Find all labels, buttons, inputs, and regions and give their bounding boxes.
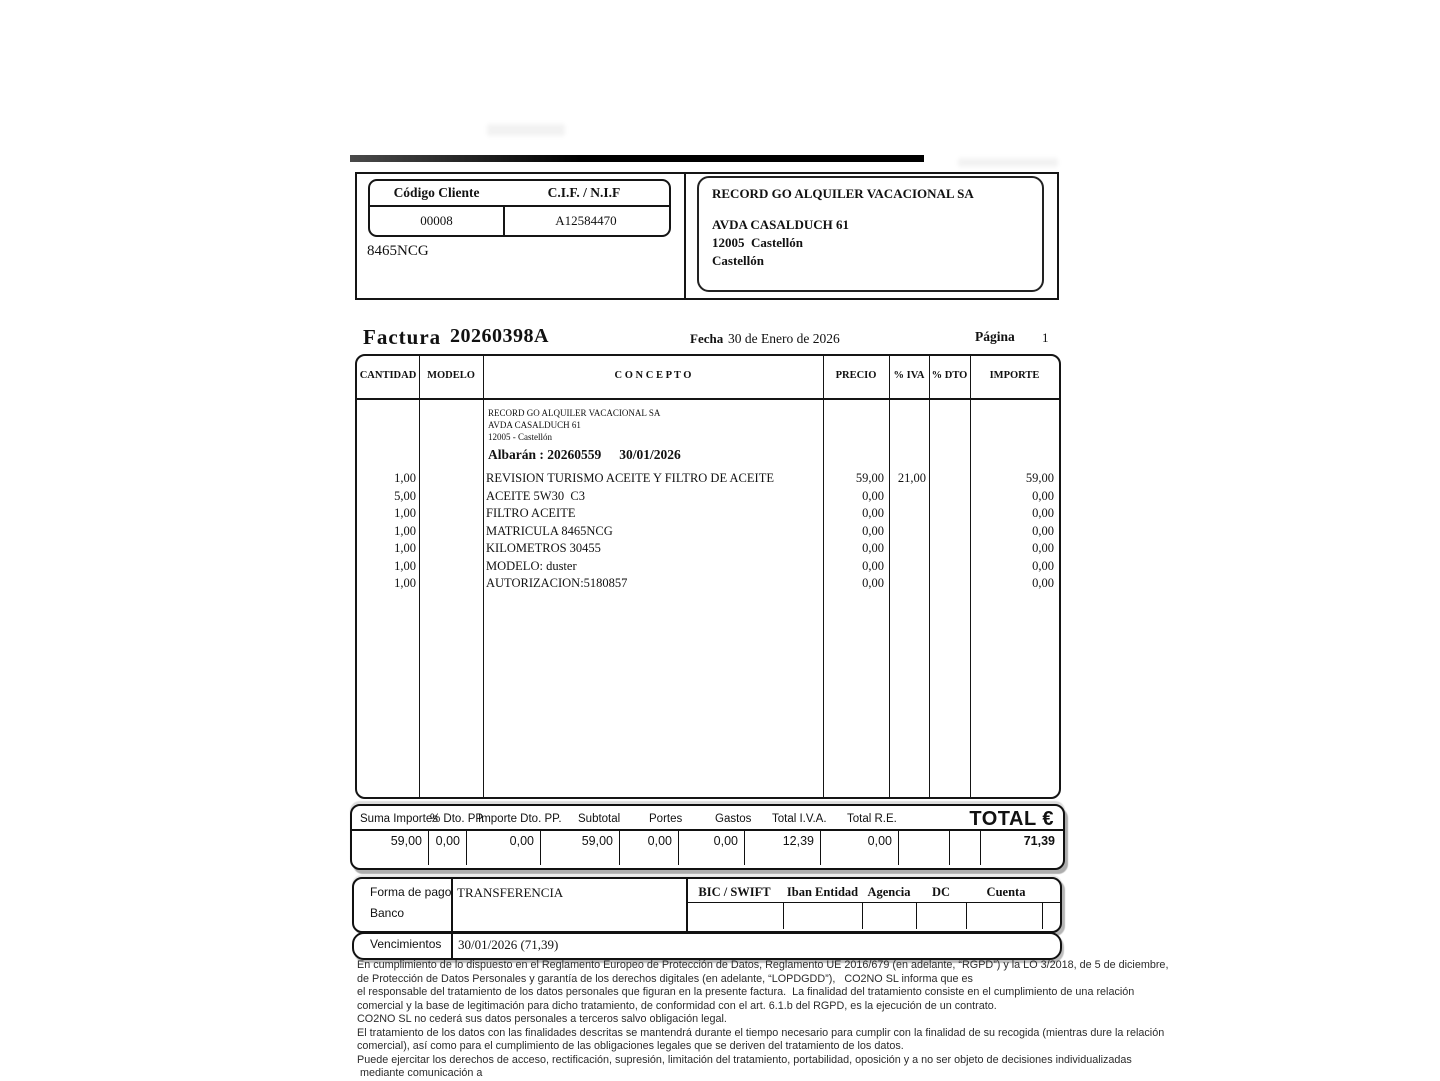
invoice-title: Factura: [363, 325, 442, 349]
legal-text-line: el responsable del tratamiento de los datos personales que figuran en la presente factura. La finalidad del tratamiento consiste en el cumplimiento de una relación: [357, 986, 1135, 998]
albaran-number: 20260559: [547, 447, 602, 462]
item-precio: 0,00: [862, 488, 884, 503]
payment-box: [352, 877, 1062, 933]
totals-box: [350, 804, 1065, 870]
bank-cell-divider: [1042, 902, 1043, 929]
due-dates-box: [352, 932, 1062, 960]
item-importe: 0,00: [1032, 541, 1054, 555]
totals-value-cell: [898, 831, 949, 865]
cif-nif-header: C.I.F. / N.I.F: [547, 185, 621, 200]
totals-value-cell: 12,39: [744, 831, 820, 865]
bank-col-header: DC: [931, 885, 951, 899]
client-code-value: 00008: [370, 207, 505, 235]
totals-value-cell: [949, 831, 980, 865]
item-importe: 59,00: [1025, 471, 1054, 485]
item-concepto: MATRICULA 8465NCG: [486, 523, 613, 538]
item-concepto: MODELO: duster: [486, 558, 577, 573]
invoice-line-item: [357, 575, 1059, 593]
bank-cell-divider: [916, 902, 917, 929]
item-concepto: ACEITE 5W30 C3: [486, 488, 585, 503]
totals-label: Portes: [649, 813, 683, 825]
invoice-line-item: [357, 523, 1059, 541]
item-importe: 0,00: [1032, 523, 1054, 538]
total-label: TOTAL €: [969, 808, 1054, 830]
col-header-cantidad: CANTIDAD: [359, 370, 417, 381]
seller-block-line: 12005 - Castellón: [488, 432, 552, 442]
bank-col-header: Iban Entidad: [786, 885, 859, 899]
recipient-address-box: [697, 176, 1044, 292]
recipient-name: RECORD GO ALQUILER VACACIONAL SA: [712, 186, 974, 201]
item-precio: 0,00: [862, 541, 884, 555]
legal-text-line: Puede ejercitar los derechos de acceso, rectificación, supresión, limitación del tratamiento, portabilidad, oposición y a no ser objeto de decisiones individualizadas: [357, 1053, 1132, 1066]
totals-value-cell: 0,00: [820, 831, 898, 865]
bank-cell-divider: [862, 902, 863, 929]
invoice-line-item: [357, 505, 1059, 523]
albaran-line: [488, 447, 681, 463]
item-importe: 0,00: [1032, 576, 1054, 590]
item-cantidad: 1,00: [394, 576, 416, 590]
totals-label: Gastos: [715, 813, 752, 825]
col-header-modelo: MODELO: [427, 370, 475, 381]
payment-method-value: TRANSFERENCIA: [457, 885, 564, 900]
client-code-header: Código Cliente: [393, 185, 480, 200]
payment-method-label: Forma de pago: [370, 885, 452, 899]
legal-text-line: El tratamiento de los datos con las finalidades descritas se mantendrá durante el tiempo necesario para cumplir con la finalidad de su recogida (mientras dure la relación: [357, 1026, 1165, 1039]
totals-value-cell: 0,00: [428, 831, 466, 865]
bank-cell-divider: [783, 902, 784, 929]
bank-cells-topline: [686, 902, 1060, 903]
item-importe: 0,00: [1032, 488, 1054, 503]
totals-label: % Dto. PP.: [430, 813, 485, 825]
item-precio: 0,00: [862, 576, 884, 590]
item-concepto: AUTORIZACION:5180857: [486, 576, 628, 590]
legal-text-line: CO2NO SL no cederá sus datos personales a terceros salvo obligación legal.: [357, 1013, 727, 1025]
seller-address-block: [488, 407, 660, 443]
items-table-header: [357, 356, 1059, 400]
faint-watermark: [487, 124, 565, 136]
item-cantidad: 1,00: [394, 471, 416, 485]
bank-label: Banco: [370, 906, 405, 920]
legal-text-block: [357, 959, 1169, 1081]
albaran-date: 30/01/2026: [619, 447, 681, 462]
item-cantidad: 1,00: [394, 523, 416, 538]
recipient-postal-city: 12005 Castellón: [712, 235, 803, 250]
totals-value-cell: 0,00: [619, 831, 678, 865]
legal-text-line: comercial), así como para el cumplimiento de las obligaciones legales que se deriven del tratamiento de los datos.: [357, 1040, 904, 1052]
albaran-label: Albarán :: [488, 447, 544, 462]
invoice-line-item: [357, 558, 1059, 576]
item-concepto: REVISION TURISMO ACEITE Y FILTRO DE ACEITE: [486, 471, 774, 485]
vehicle-plate: 8465NCG: [367, 243, 429, 259]
legal-text-line: comercial y la base de legitimación para dicho tratamiento, de conformidad con el art. 6.1.b del RGPD, es la ejecución de un contrato.: [357, 999, 997, 1012]
client-id-table: [368, 179, 671, 237]
faint-corner-text: [958, 158, 1058, 167]
totals-label: Total I.V.A.: [772, 813, 827, 825]
bank-col-header: BIC / SWIFT: [698, 885, 771, 899]
item-precio: 0,00: [862, 558, 884, 573]
item-importe: 0,00: [1032, 558, 1054, 573]
item-importe: 0,00: [1032, 506, 1054, 520]
item-precio: 0,00: [862, 506, 884, 520]
bank-cell-divider: [966, 902, 967, 929]
date-value: 30 de Enero de 2026: [728, 331, 840, 346]
scan-top-bar: [350, 155, 924, 162]
item-cantidad: 1,00: [394, 541, 416, 555]
col-header-concepto: C O N C E P T O: [614, 370, 692, 381]
item-cantidad: 1,00: [394, 558, 416, 573]
item-concepto: KILOMETROS 30455: [486, 541, 601, 555]
invoice-line-item: [357, 470, 1059, 488]
totals-label: Importe Dto. PP.: [478, 813, 562, 825]
item-concepto: FILTRO ACEITE: [486, 506, 576, 520]
page-number: 1: [1042, 330, 1049, 345]
due-label: Vencimientos: [370, 937, 442, 951]
totals-label: Total R.E.: [847, 813, 897, 825]
due-divider: [451, 934, 453, 958]
recipient-street: AVDA CASALDUCH 61: [712, 217, 850, 232]
seller-block-line: RECORD GO ALQUILER VACACIONAL SA: [488, 408, 661, 418]
legal-text-line: de Protección de Datos Personales y garantía de los derechos digitales (en adelante, “LOPDGDD”), CO2NO SL informa que es: [357, 972, 973, 985]
client-id-value-row: [370, 207, 669, 235]
bank-col-header: Cuenta: [986, 885, 1026, 899]
due-value: 30/01/2026 (71,39): [458, 937, 559, 952]
client-id-header-row: [370, 181, 669, 207]
totals-label: Subtotal: [578, 813, 621, 825]
recipient-province: Castellón: [712, 253, 764, 268]
legal-text-line: mediante comunicación a: [357, 1067, 483, 1079]
bank-col-header: Agencia: [867, 885, 911, 899]
totals-value-cell: 0,00: [466, 831, 540, 865]
col-header-precio: PRECIO: [835, 370, 877, 381]
col-header-importe: IMPORTE: [989, 370, 1040, 381]
totals-value-cell: 0,00: [678, 831, 744, 865]
cif-nif-value: A12584470: [555, 213, 617, 228]
item-iva: 21,00: [897, 471, 926, 485]
invoice-line-item: [357, 540, 1059, 558]
header-box-divider: [684, 172, 686, 300]
legal-text-line: En cumplimiento de lo dispuesto en el Reglamento Europeo de Protección de Datos, Reglamento UE 2016/679 (en adelante, “RGPD”) y la LO 3/2018, de 5 de diciembre,: [357, 959, 1169, 971]
totals-value-row: [352, 829, 1063, 867]
col-header-iva: % IVA: [893, 370, 925, 381]
totals-label: Suma Importes: [360, 813, 438, 825]
item-precio: 59,00: [855, 471, 884, 485]
col-header-dto: % DTO: [931, 370, 968, 381]
seller-block-line: AVDA CASALDUCH 61: [488, 420, 581, 430]
item-cantidad: 5,00: [394, 488, 416, 503]
totals-value-cell: 59,00: [540, 831, 619, 865]
date-label: Fecha: [690, 331, 724, 346]
totals-value-cell: 59,00: [390, 834, 422, 848]
invoice-line-item: [357, 488, 1059, 506]
item-precio: 0,00: [862, 523, 884, 538]
page-label: Página: [975, 329, 1015, 344]
invoice-number: 20260398A: [450, 325, 549, 347]
totals-value-cell: 71,39: [980, 831, 1061, 865]
items-table: [355, 354, 1061, 799]
item-cantidad: 1,00: [394, 506, 416, 520]
